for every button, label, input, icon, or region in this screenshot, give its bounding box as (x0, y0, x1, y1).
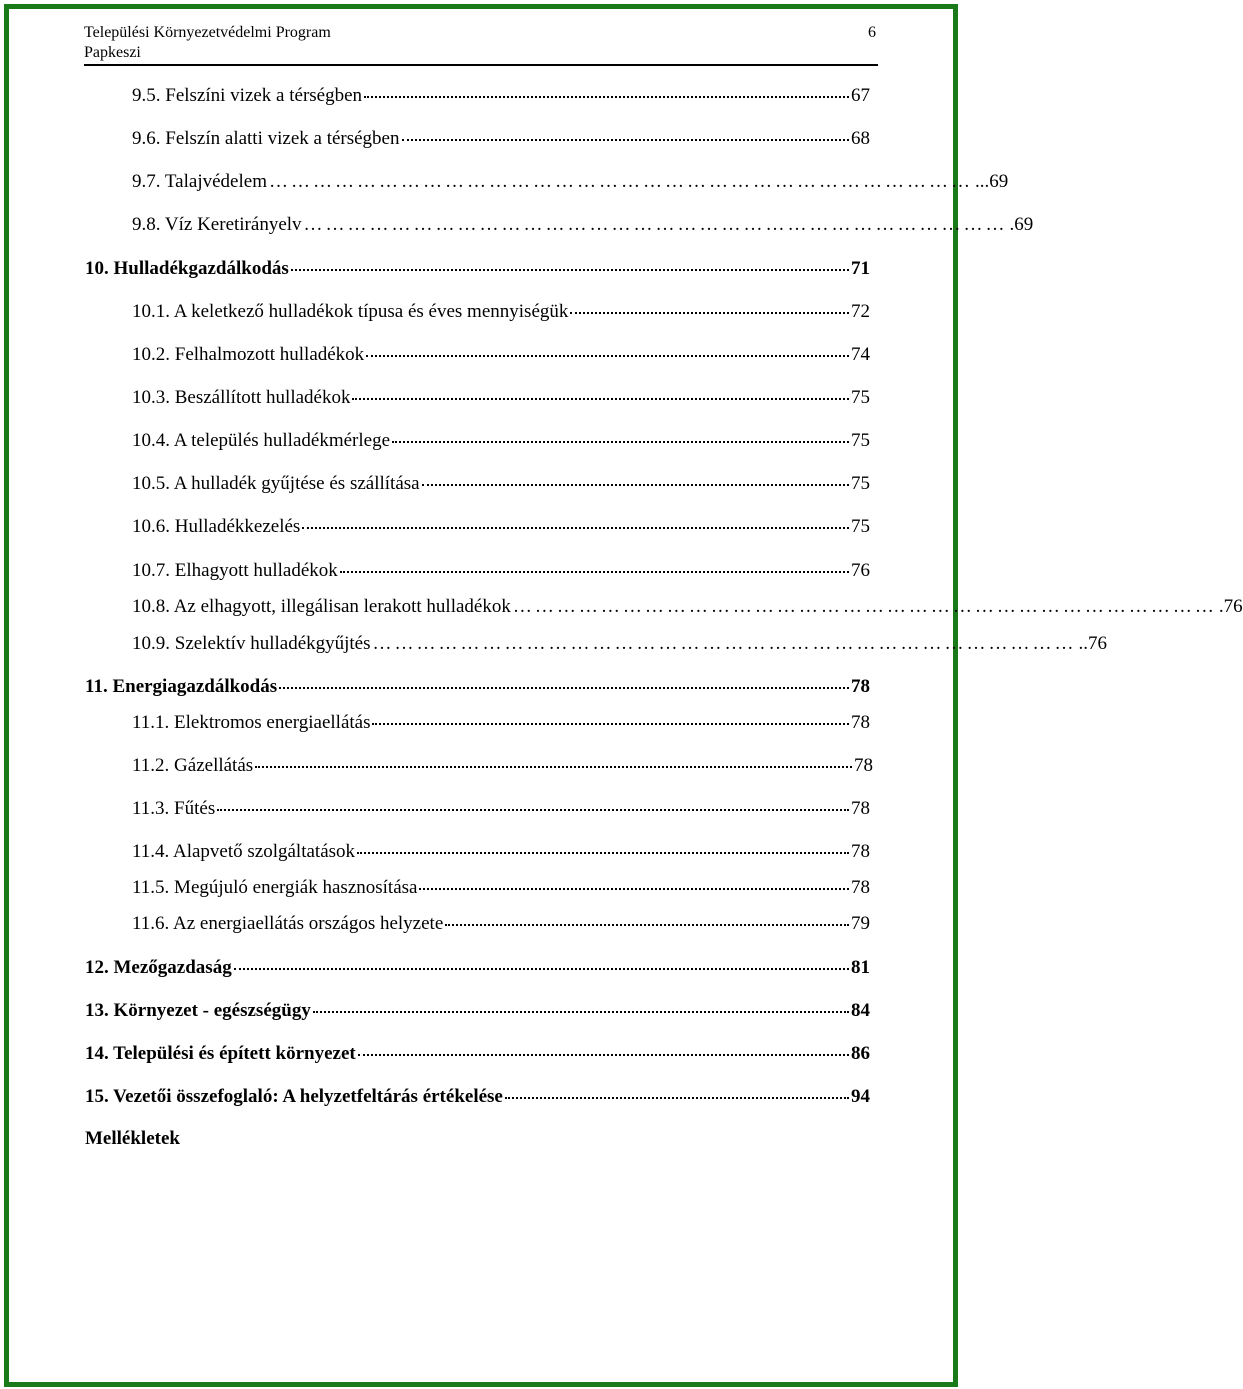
toc-entry-page: 84 (851, 1000, 870, 1021)
appendix-heading: Mellékletek (85, 1128, 180, 1149)
toc-entry-title: 10.6. Hulladékkezelés (132, 516, 301, 537)
toc-leader: …………………………………………………………………………………… (512, 596, 1217, 617)
toc-entry-title: 10.8. Az elhagyott, illegálisan lerakott hulladékok (132, 596, 511, 617)
toc-entry-page: .76 (1218, 596, 1243, 617)
toc-leader: …………………………………………………………………………………… (372, 633, 1077, 654)
toc-entry-page: 86 (851, 1043, 870, 1064)
toc-entry-title: 10. Hulladékgazdálkodás (85, 258, 289, 279)
toc-entry[interactable] (132, 754, 873, 778)
toc-leader (352, 398, 849, 400)
toc-entry-title: 10.2. Felhalmozott hulladékok (132, 344, 365, 365)
toc-entry[interactable] (132, 876, 870, 900)
toc-entry-title: 13. Környezet - egészségügy (85, 1000, 311, 1021)
toc-leader (372, 723, 849, 725)
toc-entry[interactable] (132, 300, 870, 324)
toc-entry[interactable] (132, 213, 1034, 237)
toc-entry-page: 78 (851, 798, 870, 819)
toc-entry[interactable] (85, 675, 870, 699)
toc-entry-title: 11.6. Az energiaellátás országos helyzete (132, 913, 444, 934)
toc-entry-title: 10.4. A település hulladékmérlege (132, 430, 391, 451)
toc-entry-page: 78 (851, 877, 870, 898)
toc-leader (313, 1011, 849, 1013)
toc-entry-page: 78 (851, 841, 870, 862)
toc-leader (340, 571, 849, 573)
toc-leader (570, 312, 849, 314)
toc-entry[interactable] (85, 257, 870, 281)
document-title: Települési Környezetvédelmi Program (84, 24, 331, 41)
toc-entry[interactable] (132, 559, 870, 583)
toc-entry-title: 10.3. Beszállított hulladékok (132, 387, 351, 408)
toc-entry-page: 72 (851, 301, 870, 322)
toc-entry-page: 67 (851, 85, 870, 106)
toc-entry-title: 12. Mezőgazdaság (85, 957, 232, 978)
toc-leader (217, 809, 849, 811)
page-number: 6 (868, 24, 876, 41)
toc-entry-page: .69 (1009, 214, 1034, 235)
toc-entry[interactable] (85, 999, 870, 1023)
toc-entry[interactable] (85, 1042, 870, 1066)
toc-leader (422, 484, 849, 486)
toc-leader (364, 96, 849, 98)
toc-leader (366, 355, 849, 357)
toc-entry-title: 11.3. Fűtés (132, 798, 216, 819)
toc-entry-page: 76 (851, 560, 870, 581)
toc-entry[interactable] (132, 515, 870, 539)
toc-entry[interactable] (85, 1085, 870, 1109)
toc-entry-title: 9.5. Felszíni vizek a térségben (132, 85, 363, 106)
toc-entry[interactable] (132, 386, 870, 410)
toc-entry-title: 11.2. Gázellátás (132, 755, 254, 776)
toc-entry[interactable] (132, 472, 870, 496)
toc-leader: …………………………………………………………………………………… (303, 214, 1008, 235)
toc-leader (392, 441, 849, 443)
toc-entry[interactable] (132, 429, 870, 453)
toc-leader (234, 968, 849, 970)
toc-entry[interactable] (132, 127, 870, 151)
toc-leader: …………………………………………………………………………………… (268, 171, 973, 192)
toc-leader (358, 1054, 849, 1056)
toc-entry[interactable] (132, 170, 1009, 194)
toc-entry[interactable] (85, 956, 870, 980)
toc-entry-page: 75 (851, 473, 870, 494)
toc-entry-page: ..76 (1078, 633, 1108, 654)
toc-leader (402, 139, 850, 141)
toc-entry-page: 74 (851, 344, 870, 365)
toc-entry-title: 15. Vezetői összefoglaló: A helyzetfeltárás értékelése (85, 1086, 503, 1107)
toc-entry-page: 78 (854, 755, 873, 776)
toc-entry-title: 10.9. Szelektív hulladékgyűjtés (132, 633, 371, 654)
toc-leader (279, 687, 849, 689)
toc-entry-page: 75 (851, 516, 870, 537)
toc-entry-page: 78 (851, 712, 870, 733)
toc-entry-title: 10.1. A keletkező hulladékok típusa és éves mennyiségük (132, 301, 569, 322)
toc-entry-title: 9.8. Víz Keretirányelv (132, 214, 302, 235)
toc-entry-title: 11.1. Elektromos energiaellátás (132, 712, 371, 733)
toc-entry[interactable] (132, 632, 1108, 656)
toc-entry-page: 78 (851, 676, 870, 697)
toc-entry-title: 10.5. A hulladék gyűjtése és szállítása (132, 473, 420, 494)
toc-entry-page: 79 (851, 913, 870, 934)
toc-entry-title: 11.5. Megújuló energiák hasznosítása (132, 877, 418, 898)
toc-entry-title: 9.6. Felszín alatti vizek a térségben (132, 128, 400, 149)
toc-leader (255, 766, 852, 768)
toc-leader (357, 852, 849, 854)
document-subtitle: Papkeszi (84, 44, 141, 61)
toc-entry[interactable] (132, 84, 870, 108)
toc-entry-page: 75 (851, 387, 870, 408)
toc-leader (302, 527, 849, 529)
toc-entry[interactable] (132, 343, 870, 367)
toc-entry-page: 75 (851, 430, 870, 451)
page-header (84, 20, 878, 66)
toc-entry[interactable] (132, 840, 870, 864)
toc-entry-page: 68 (851, 128, 870, 149)
toc-entry-title: 10.7. Elhagyott hulladékok (132, 560, 338, 581)
toc-entry-title: 14. Települési és épített környezet (85, 1043, 356, 1064)
toc-entry-title: 11.4. Alapvető szolgáltatások (132, 841, 356, 862)
toc-entry-page: ...69 (974, 171, 1009, 192)
toc-leader (505, 1097, 849, 1099)
toc-entry-page: 94 (851, 1086, 870, 1107)
toc-entry[interactable] (132, 797, 870, 821)
toc-entry-title: 11. Energiagazdálkodás (85, 676, 278, 697)
toc-entry-page: 71 (851, 258, 870, 279)
toc-entry[interactable] (132, 912, 870, 936)
toc-leader (419, 888, 849, 890)
toc-entry-page: 81 (851, 957, 870, 978)
toc-leader (445, 924, 849, 926)
toc-leader (291, 269, 849, 271)
toc-entry[interactable] (132, 595, 1243, 619)
toc-entry[interactable] (132, 711, 870, 735)
toc-entry-title: 9.7. Talajvédelem (132, 171, 267, 192)
